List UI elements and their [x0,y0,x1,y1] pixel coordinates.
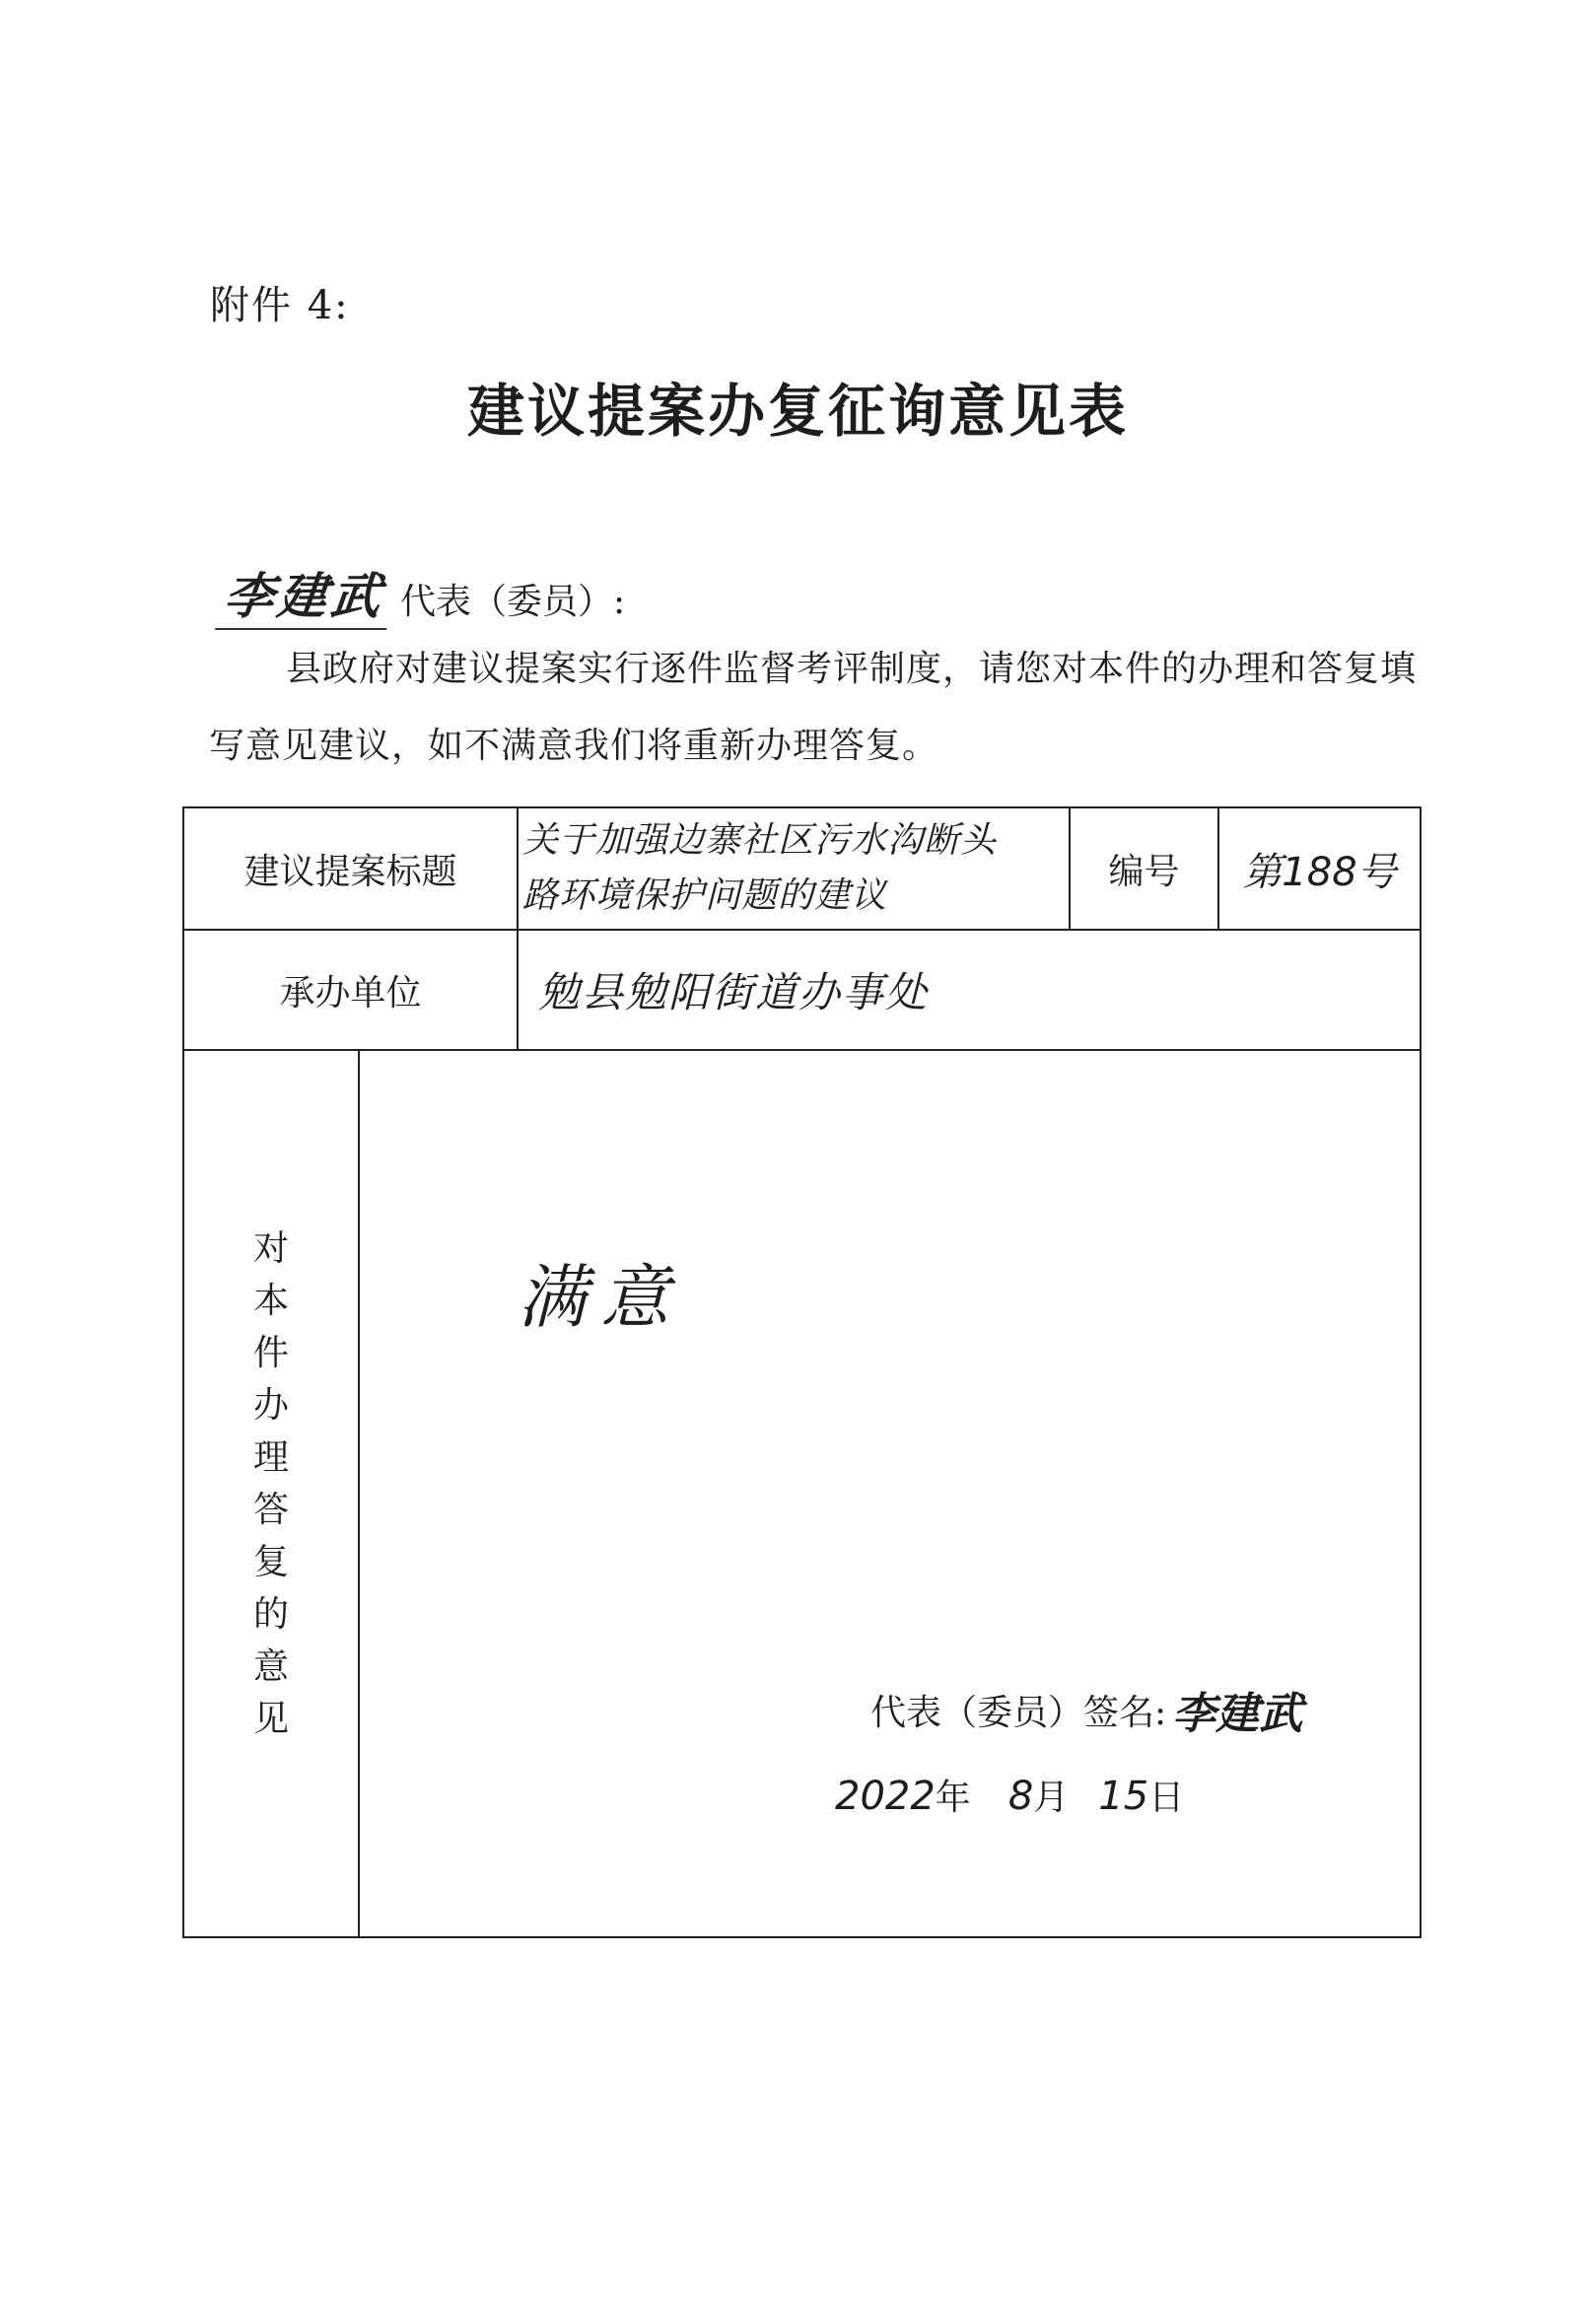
number-value: 第188号 [1242,849,1397,895]
topic-label: 建议提案标题 [243,851,457,892]
date-day: 15 [1098,1774,1149,1819]
date-year-unit: 年 [935,1778,971,1818]
column-divider [358,1050,360,1937]
topic-line-1: 关于加强边寨社区污水沟断头 [522,820,998,861]
page-title: 建议提案办复征询意见表 [466,378,1129,445]
row-divider [184,1049,1420,1051]
opinion-label-char: 件 [252,1333,289,1373]
signature-label: 代表（委员）签名: [870,1692,1167,1733]
opinion-label-char: 本 [252,1281,289,1321]
opinion-label-char: 见 [252,1699,289,1739]
opinion-label-char: 的 [252,1594,289,1635]
opinion-form-table [182,806,1422,1938]
opinion-label-char: 理 [252,1437,289,1478]
date-month-unit: 月 [1033,1778,1070,1818]
opinion-vertical-label [184,1223,358,1745]
date-year: 2022 [835,1774,936,1819]
signature-date [835,1770,1184,1820]
signature-line [870,1678,1302,1741]
topic-line-2: 路环境保护问题的建议 [522,875,888,916]
opinion-value: 满意 [518,1257,683,1338]
unit-label: 承办单位 [279,972,422,1013]
unit-value: 勉县勉阳街道办事处 [538,968,930,1016]
opinion-label-char: 办 [252,1385,289,1426]
handwritten-name: 李建武 [215,557,394,630]
attachment-label: 附件 4: [210,283,350,328]
signature-name: 李建武 [1172,1689,1303,1739]
number-label: 编号 [1108,851,1180,892]
intro-paragraph: 县政府对建议提案实行逐件监督考评制度，请您对本件的办理和答复填写意见建议，如不满意我们将重新办理答复。 [209,649,1418,766]
opinion-label-char: 复 [252,1542,289,1582]
date-month: 8 [1007,1774,1034,1819]
opinion-label-char: 意 [252,1646,289,1687]
salutation [219,557,625,630]
topic-value [522,813,1055,924]
opinion-label-char: 答 [252,1490,289,1530]
salutation-suffix: 代表（委员）: [400,582,626,622]
date-day-unit: 日 [1148,1778,1185,1818]
opinion-label-char: 对 [252,1228,289,1269]
